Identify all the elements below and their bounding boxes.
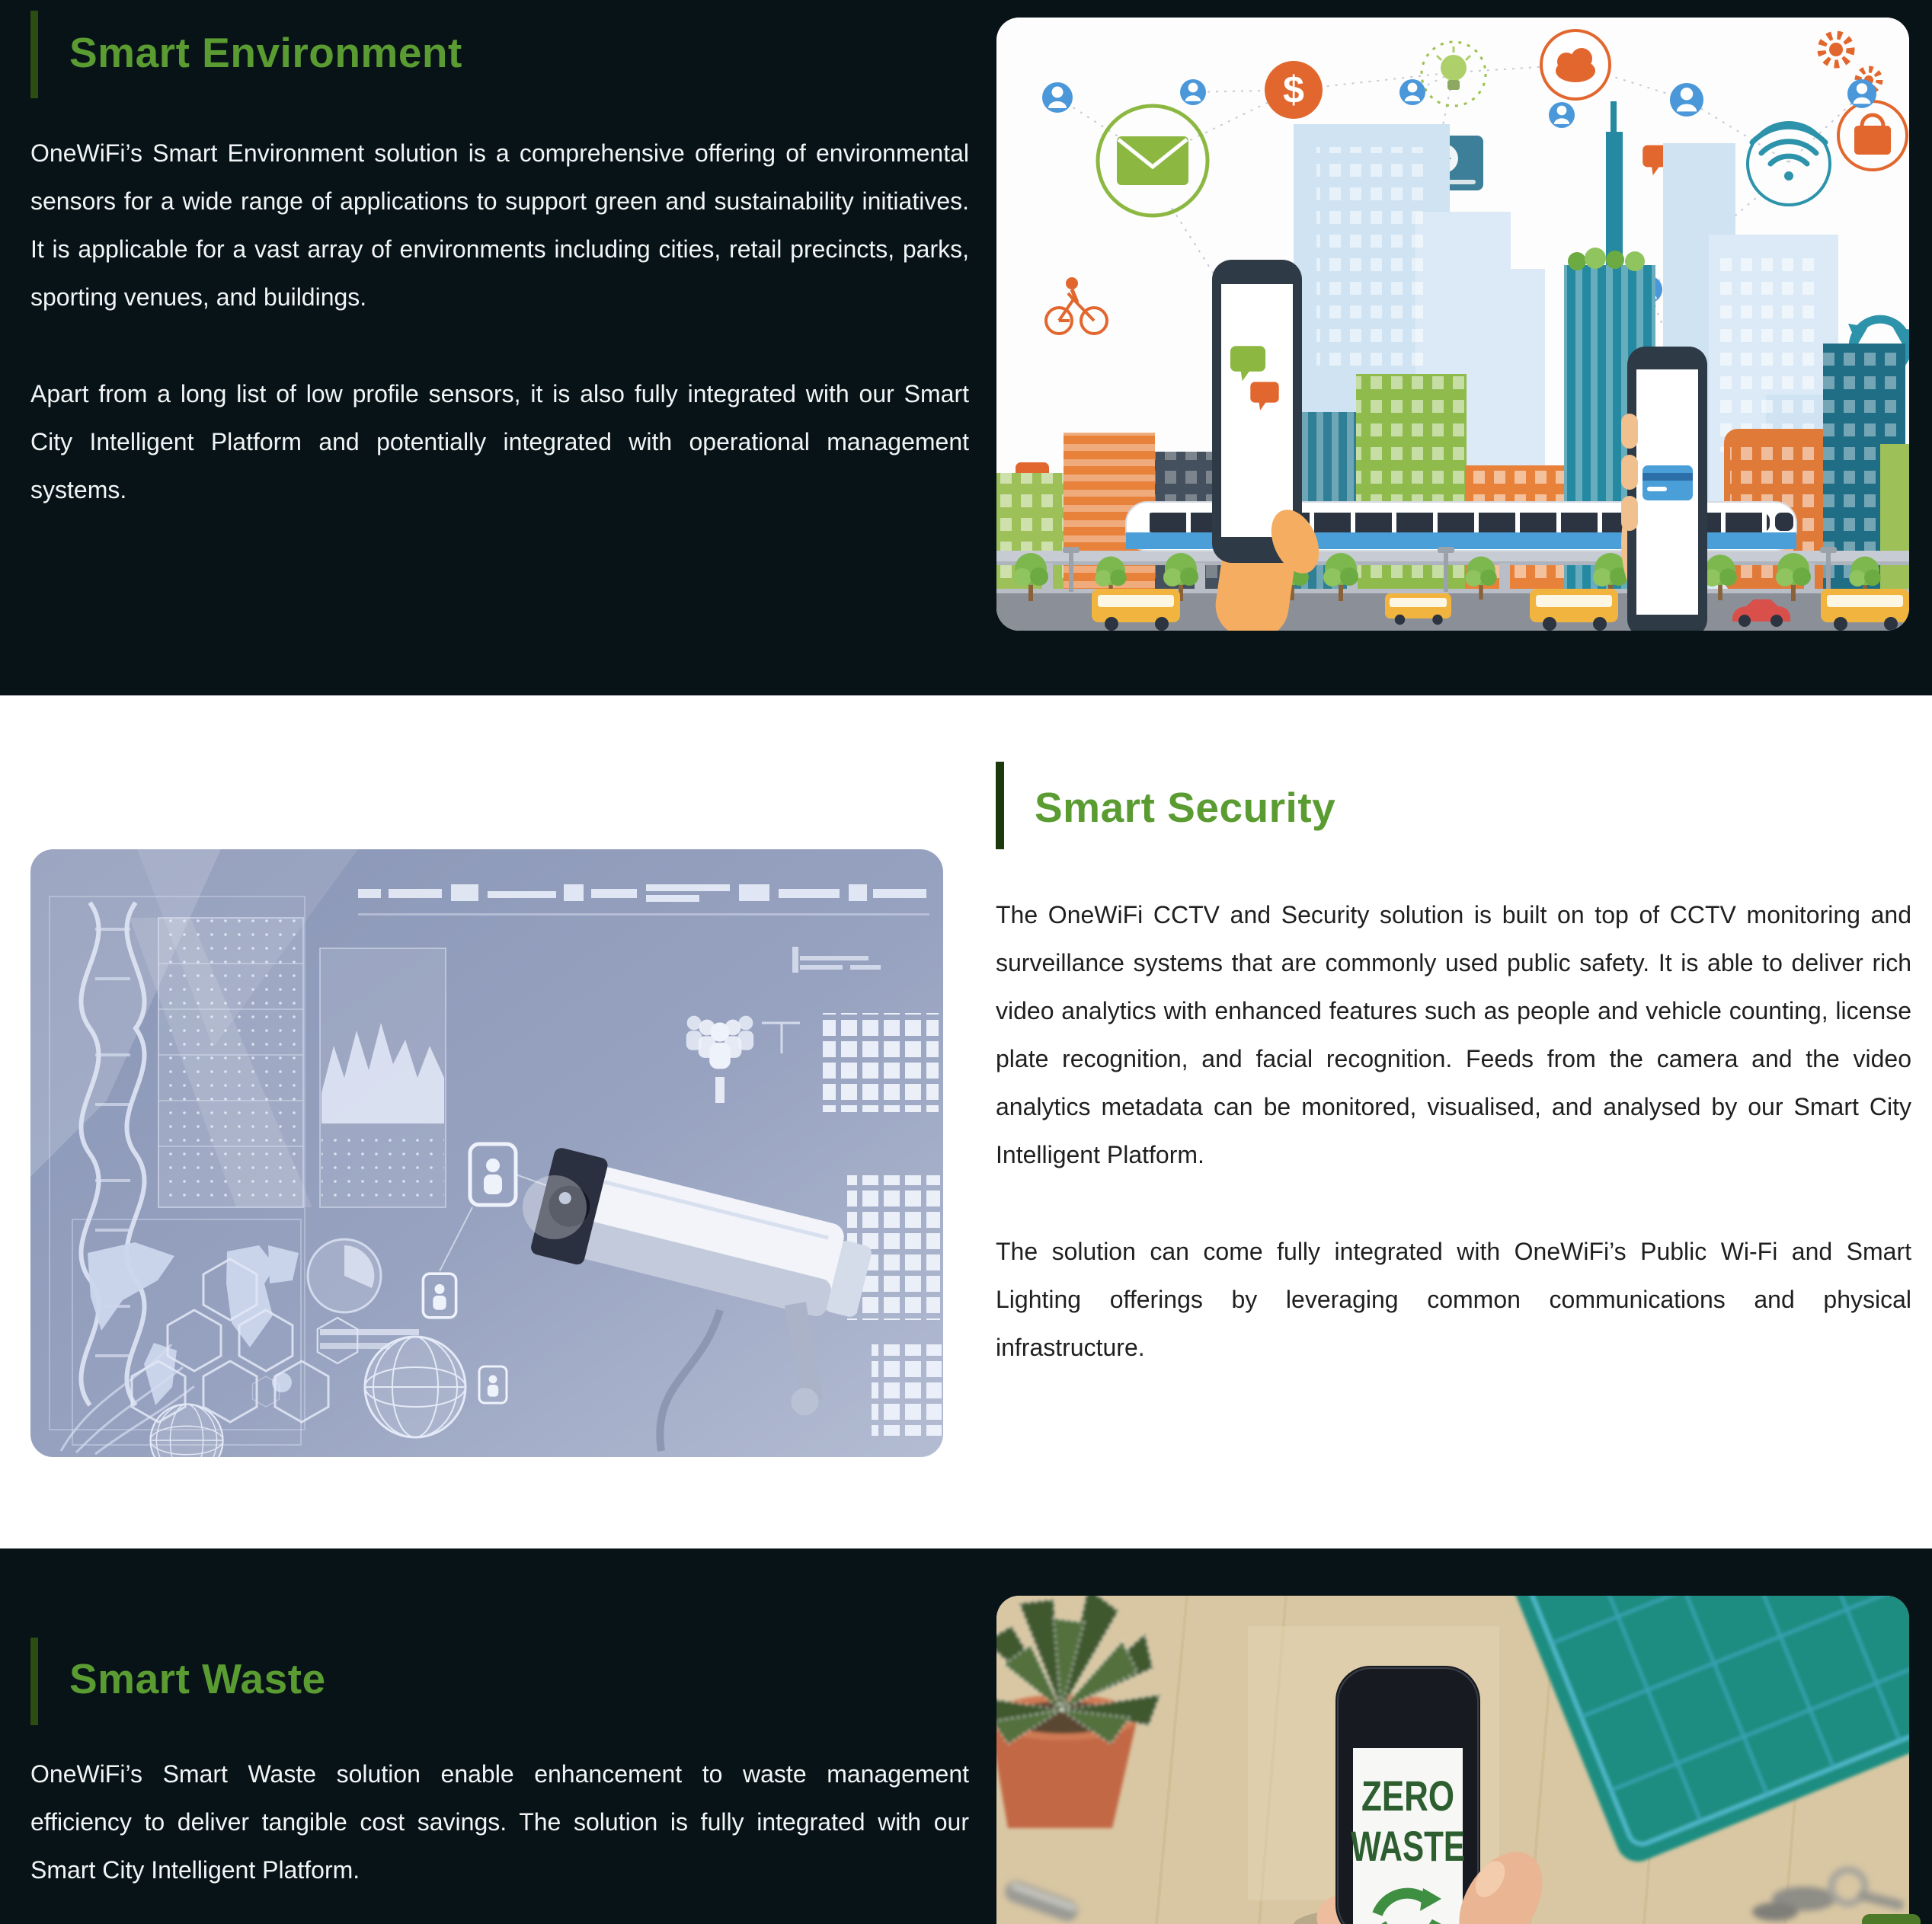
section-body: [30, 1750, 969, 1894]
heading-accent-bar: [30, 11, 38, 98]
section-body: [30, 129, 969, 514]
data-panel: [158, 918, 303, 1207]
globe-wireframe: [365, 1337, 465, 1437]
heading-accent-bar: [996, 762, 1004, 849]
section-title: Smart Security: [1035, 784, 1336, 831]
lens-glare: [523, 1175, 587, 1239]
smart-city-illustration: [996, 18, 1909, 631]
cctv-security-illustration: [30, 849, 943, 1457]
smartphone: [1335, 1666, 1480, 1924]
body-paragraph: OneWiFi’s Smart Environment solution is a comprehensive offering of environmental sensors for a wide range of applications to support green and sustainability initiatives. It is applicable for a vast array of environments including cities, retail precincts, parks, sporting venues, and buildings.: [30, 139, 969, 311]
section-title: Smart Waste: [69, 1655, 326, 1702]
zero-waste-photo-card: [996, 1596, 1909, 1924]
svg-text:$: $: [1283, 69, 1304, 111]
phone-screen-text-line2: WASTE: [1351, 1822, 1465, 1870]
cloud-circle-icon: [1541, 30, 1610, 99]
cctv-illustration-card: [30, 849, 943, 1457]
pixel-grid: [823, 1013, 939, 1112]
smart-waste-section: [0, 1548, 1932, 1924]
section-title: Smart Environment: [69, 29, 462, 76]
phone-screen-text-line1: ZERO: [1361, 1772, 1454, 1820]
smart-environment-section: [0, 0, 1932, 695]
dollar-circle-icon: [1265, 61, 1323, 119]
pixel-grid: [872, 1344, 942, 1436]
section-body: [996, 891, 1911, 1372]
body-paragraph: Apart from a long list of low profile sensors, it is also fully integrated with our Smart City Intelligent Platform and potentially integrated with operational management systems.: [30, 380, 969, 503]
smartphone-in-hand: [1621, 347, 1707, 631]
zero-waste-photo: [996, 1596, 1909, 1924]
smart-security-section: [0, 695, 1932, 1548]
body-paragraph: OneWiFi’s Smart Waste solution enable enhancement to waste management efficiency to deliver tangible cost savings. The solution is fully integrated with our Smart City Intelligent Platform.: [30, 1760, 969, 1884]
smart-city-illustration-card: [996, 18, 1909, 631]
body-paragraph: The solution can come fully integrated with OneWiFi’s Public Wi-Fi and Smart Lighting offerings by leveraging common communications and physical infrastructure.: [996, 1238, 1911, 1361]
heading-accent-bar: [30, 1638, 38, 1725]
body-paragraph: The OneWiFi CCTV and Security solution is built on top of CCTV monitoring and surveillance systems that are commonly used public safety. It is able to deliver rich video analytics with enhanced features such as people and vehicle counting, license plate recognition, and facial recognition. Feeds from the camera and the video analytics metadata can be monitored, visualised, and analysed by our Smart City Intelligent Platform.: [996, 901, 1911, 1168]
scroll-top-button[interactable]: [1862, 1914, 1921, 1924]
